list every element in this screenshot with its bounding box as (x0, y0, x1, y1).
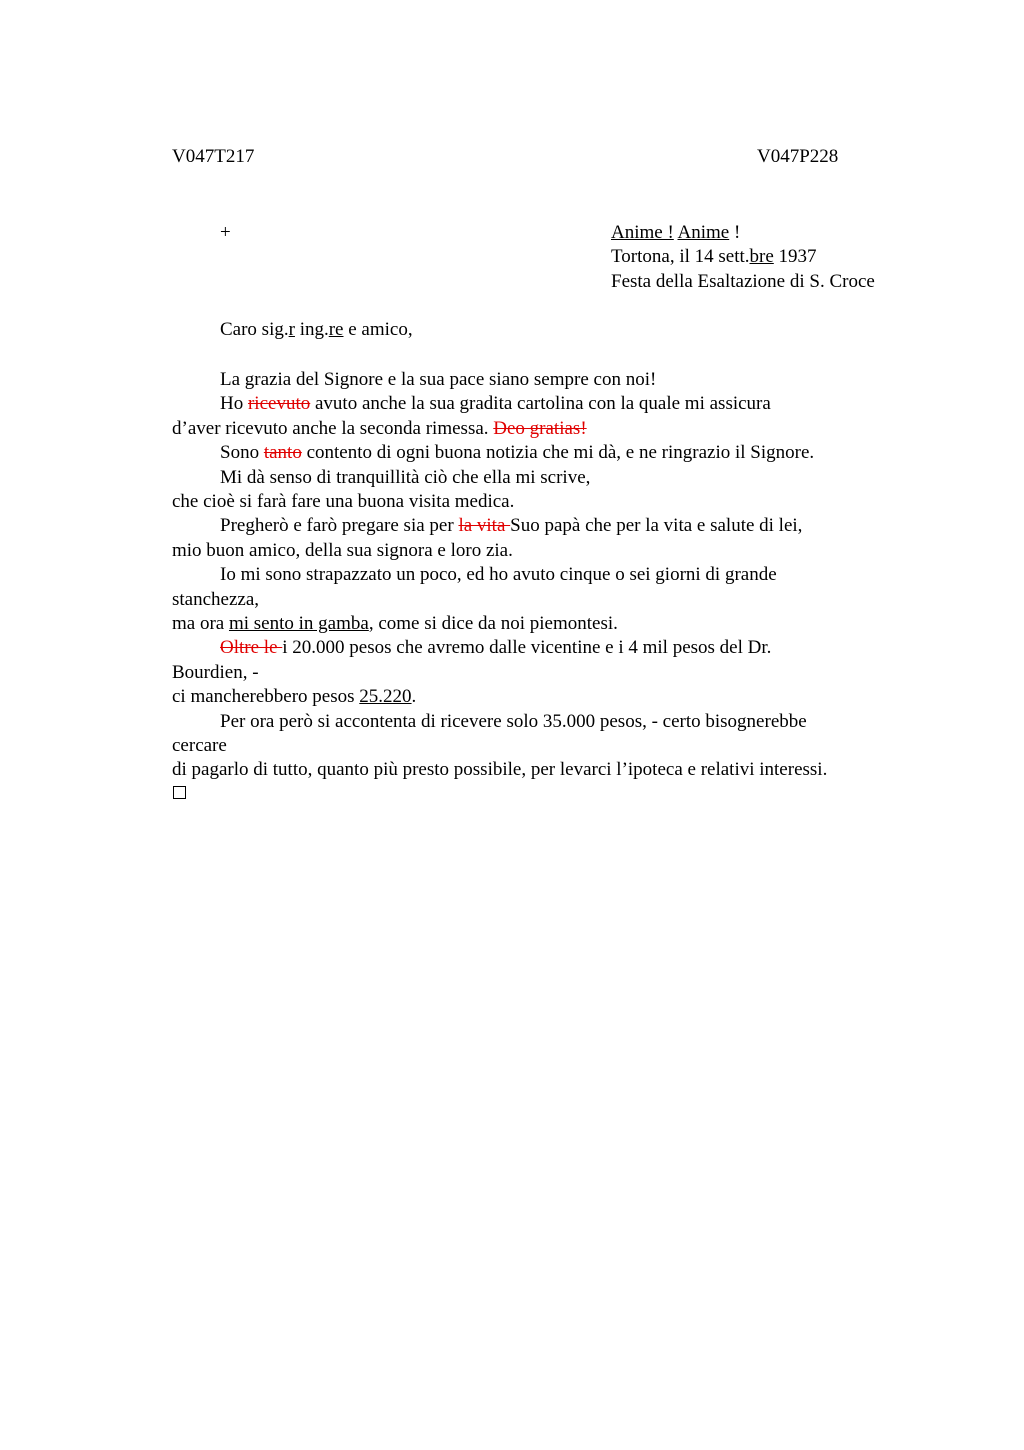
body-line-8: mio buon amico, della sua signora e loro zia. (172, 540, 513, 561)
body-line-14 (172, 685, 416, 709)
motto-line (611, 222, 740, 244)
salutation (220, 319, 413, 341)
salutation-d: re (328, 319, 344, 340)
body-line-4-b: contento di ogni buona notizia che mi dà, e ne ringrazio il Signore. (301, 442, 815, 463)
body-line-3-a: d’aver ricevuto anche la seconda rimessa. (172, 418, 494, 439)
document-code-right: V047P228 (757, 146, 839, 167)
document-code-left: V047T217 (172, 146, 255, 167)
body-line-4-a: Sono (220, 442, 264, 463)
salutation-e: e amico, (343, 319, 413, 340)
body-line-17: di pagarlo di tutto, quanto più presto possibile, per levarci l’ipoteca e relativi interessi. (172, 759, 828, 780)
deleted-word: ricevuto (247, 393, 311, 414)
underlined-amount: 25.220 (359, 686, 412, 707)
body-line-2 (220, 392, 771, 416)
body-line-11-b: , come si dice da noi piemontesi. (368, 613, 618, 634)
cross-mark: + (220, 222, 231, 243)
body-line-16: cercare (172, 735, 227, 756)
body-line-13: Bourdien, - (172, 662, 259, 683)
salutation-c: ing. (294, 319, 329, 340)
body-line-7 (220, 514, 802, 538)
date-month-abbrev: bre (749, 246, 774, 267)
body-line-2-b: avuto anche la sua gradita cartolina con la quale mi assicura (310, 393, 771, 414)
motto-part-3: ! (729, 222, 741, 243)
body-line-5: Mi dà senso di tranquillità ciò che ella mi scrive, (220, 467, 591, 488)
body-line-11-a: ma ora (172, 613, 229, 634)
body-line-11 (172, 612, 618, 636)
body-line-12-b: i 20.000 pesos che avremo dalle vicentine e i 4 mil pesos del Dr. (282, 637, 772, 658)
body-line-10: stanchezza, (172, 589, 260, 610)
salutation-a: Caro sig. (220, 319, 289, 340)
feast-line: Festa della Esaltazione di S. Croce (611, 271, 875, 292)
body-line-14-a: ci mancherebbero pesos (172, 686, 360, 707)
date-line (611, 246, 817, 268)
body-line-1: La grazia del Signore e la sua pace siano sempre con noi! (220, 369, 657, 390)
deleted-phrase: Oltre le (220, 637, 283, 658)
motto-part-1: Anime ! (611, 222, 674, 243)
deleted-phrase: Deo gratias! (493, 418, 587, 439)
body-line-2-a: Ho (220, 393, 248, 414)
underlined-phrase: mi sento in gamba (228, 613, 369, 634)
body-line-4 (220, 441, 814, 465)
body-line-12 (220, 636, 771, 660)
deleted-phrase: la vita (458, 515, 511, 536)
salutation-b: r (288, 319, 295, 340)
square-outline-icon (173, 786, 186, 799)
date-prefix: Tortona, il 14 sett. (611, 246, 750, 267)
motto-part-2: Anime (677, 222, 730, 243)
date-year: 1937 (773, 246, 817, 267)
body-line-9: Io mi sono strapazzato un poco, ed ho avuto cinque o sei giorni di grande (220, 564, 777, 585)
body-line-6: che cioè si farà fare una buona visita medica. (172, 491, 515, 512)
body-line-14-b: . (411, 686, 417, 707)
body-line-7-a: Pregherò e farò pregare sia per (220, 515, 459, 536)
body-line-15: Per ora però si accontenta di ricevere solo 35.000 pesos, - certo bisognerebbe (220, 711, 807, 732)
body-line-7-b: Suo papà che per la vita e salute di lei, (510, 515, 803, 536)
body-line-3 (172, 417, 587, 441)
deleted-word: tanto (263, 442, 302, 463)
